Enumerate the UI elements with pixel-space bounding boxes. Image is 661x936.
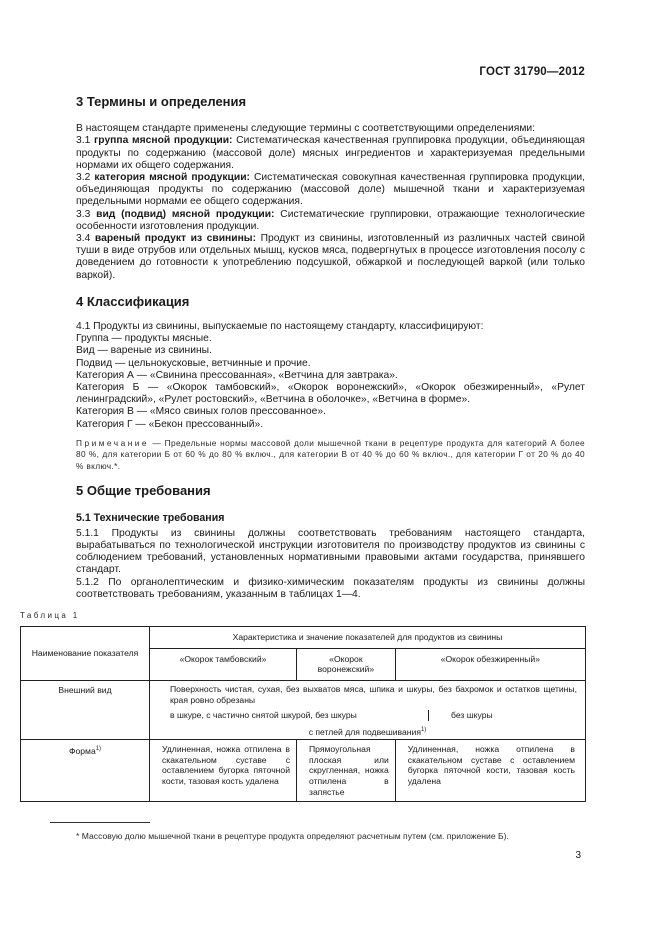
term-3-2: 3.2 категория мясной продукции: Систематическая совокупная качественная группировка продукции, объединяющая продукты по содержанию (массовой доле) мышечной ткани и характеризуемая предельными нормами ее общего содержания. (76, 172, 585, 208)
table-header-product: «Окорок воронежский» (297, 648, 396, 680)
classification-line: Категория А — «Свинина прессованная», «Ветчина для завтрака». (76, 369, 398, 381)
section-5-title: 5 Общие требования (76, 483, 211, 499)
section-3-title: 3 Термины и определения (76, 94, 247, 109)
shape-lowfat: Удлиненная, ножка отпилена в скакательном суставе с оставлением бугорка пяточной кости, тазовая кость удалена (395, 740, 585, 802)
appearance-left: в шкуре, с частично снятой шкурой, без шкуры (170, 710, 429, 721)
shape-voronezh: Прямоугольная плоская или скругленная, ножка отпилена в запястье (297, 740, 396, 802)
footnote: * Массовую долю мышечной ткани в рецептуре продукта определяют расчетным путем (см. приложение Б). (76, 831, 509, 841)
appearance-common: Поверхность чистая, сухая, без выхватов мяса, шпика и шкуры, без бахромок и остатков щетины, края ровно обрезаны (170, 683, 577, 705)
para-5-1-2: 5.1.2 По органолептическим и физико-химическим показателям продукты из свинины должны соответствовать требованиям, указанным в таблицах 1—4. (76, 576, 585, 600)
table-header-group: Характеристика и значение показателей для продуктов из свинины (150, 627, 586, 649)
section-4-title: 4 Классификация (76, 293, 190, 309)
classification-line: Категория В — «Мясо свиных голов прессованное». (76, 406, 326, 418)
table-header-indicator: Наименование показателя (21, 627, 150, 681)
table-row (21, 740, 586, 802)
subsection-5-1-title: 5.1 Технические требования (76, 511, 225, 524)
table-header-product: «Окорок обезжиренный» (395, 648, 585, 680)
classification-note: Примечание — Предельные нормы массовой доли мышечной ткани в рецептуре продукта для категорий А более 80 %, для категории Б от 60 % до 80 % включ., для категории В от 40 % до 60 % включ., для категории Г от 20 % до 40 % включ.*. (76, 437, 586, 471)
document-code: ГОСТ 31790—2012 (479, 66, 585, 78)
term-3-1: 3.1 группа мясной продукции: Систематическая качественная группировка продукции, объединяющая продукты по содержанию (массовой доле) мясных ингредиентов и характеризуемая предельными нормами их общего содержания. (76, 135, 585, 171)
classification-line: Категория Б — «Окорок тамбовский», «Окорок воронежский», «Окорок обезжиренный», «Рулет ленинградский», «Рулет ростовский», «Ветчина в оболочке», «Ветчина в форме». (76, 382, 585, 406)
para-5-1-1: 5.1.1 Продукты из свинины должны соответствовать требованиям настоящего стандарта, вырабатываться по технологической инструкции изготовителя по производству продуктов из свинины с соблюдением требований, установленных нормативными правовыми актами государства, принявшего стандарт. (76, 527, 585, 576)
page-number: 3 (575, 850, 581, 861)
table-row (21, 680, 586, 739)
term-3-4: 3.4 вареный продукт из свинины: Продукт из свинины, изготовленный из различных частей свиной туши в виде отрубов или отдельных мышц, кусков мяса, подвергнутых в процессе изготовления посолу с доведением до готовности к употреблению подсушкой, обжаркой и последующей варкой (или только варкой). (76, 233, 585, 281)
section-3-intro: В настоящем стандарте применены следующие термины с соответствующими определениями: (76, 123, 536, 135)
row-label-shape: Форма$^{1)}$ (21, 740, 150, 802)
appearance-cell (150, 680, 586, 739)
term-3-3: 3.3 вид (подвид) мясной продукции: Систематические группировки, отражающие технологические особенности изготовления продукции. (76, 208, 585, 232)
table-header-product: «Окорок тамбовский» (150, 648, 297, 680)
table-caption: Таблица 1 (20, 611, 80, 620)
classification-line: Категория Г — «Бекон прессованный». (76, 418, 264, 430)
classification-line: Группа — продукты мясные. (76, 333, 212, 345)
appearance-variants (150, 707, 585, 721)
appearance-right: без шкуры (451, 710, 493, 721)
footnote-divider (50, 822, 150, 823)
classification-line: Вид — вареные из свинины. (76, 345, 212, 357)
classification-line: Подвид — цельнокусковые, ветчинные и прочие. (76, 357, 311, 369)
section-4-intro: 4.1 Продукты из свинины, выпускаемые по настоящему стандарту, классифицируют: (76, 321, 484, 333)
shape-tambov: Удлиненная, ножка отпилена в скакательном суставе с оставлением бугорка пяточной кости, тазовая кость удалена (150, 740, 297, 802)
row-label-appearance: Внешний вид (21, 680, 150, 739)
document-body (20, 92, 586, 802)
appearance-loop: с петлей для подвешивания$^{1)}$ (308, 726, 427, 737)
table-1 (20, 626, 586, 802)
